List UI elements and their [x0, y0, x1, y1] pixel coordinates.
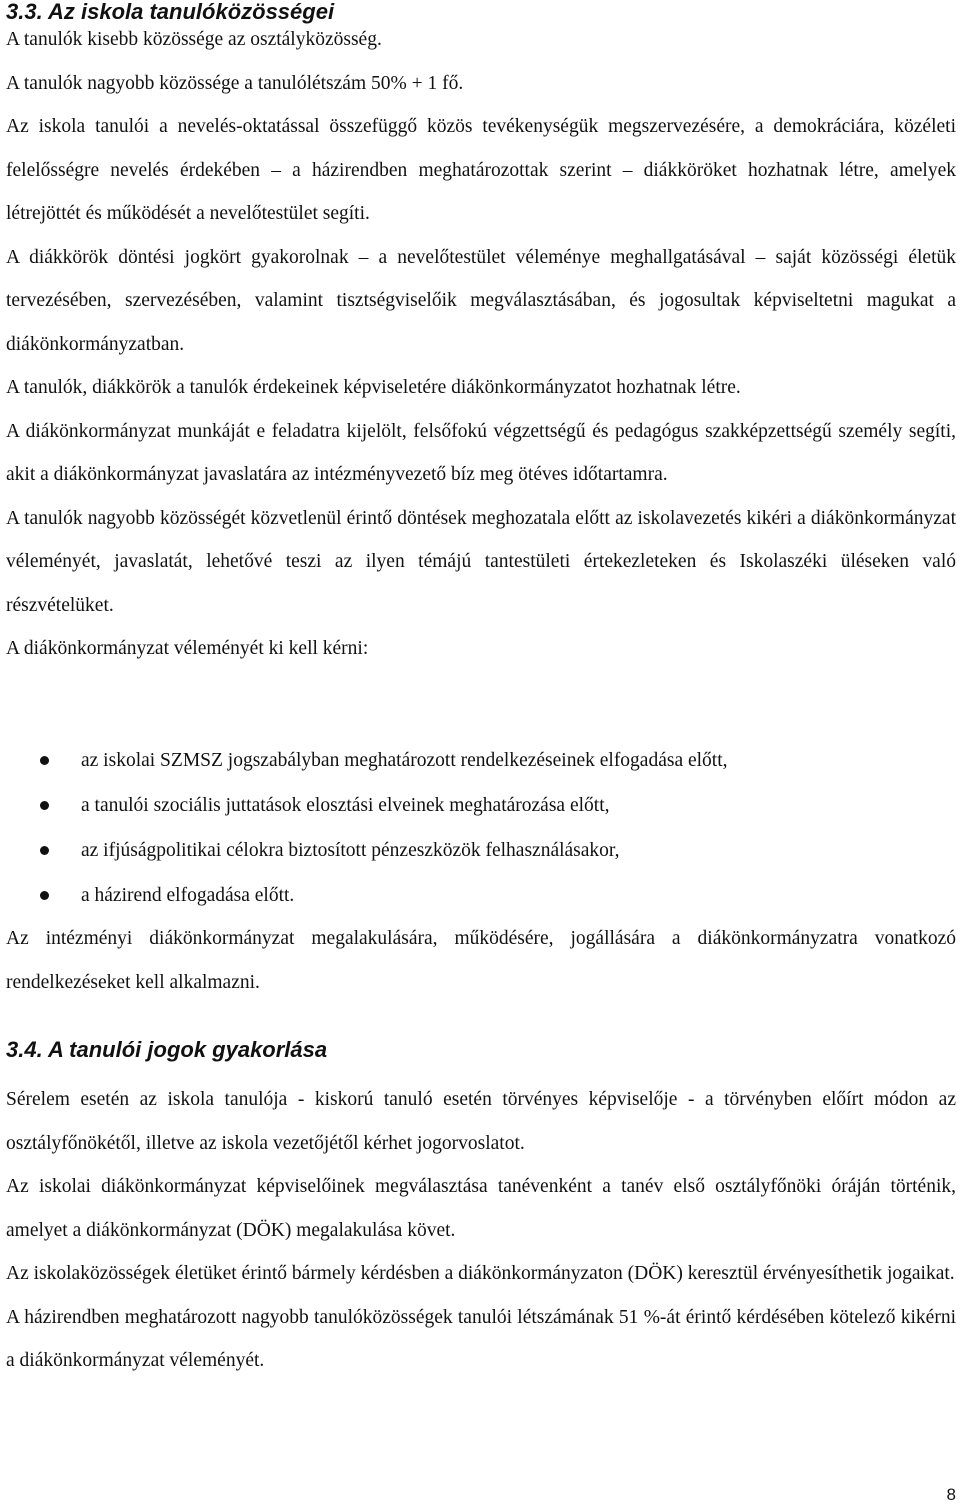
section-heading-3-4: 3.4. A tanulói jogok gyakorlása: [6, 1037, 328, 1062]
section-heading-3-3: 3.3. Az iskola tanulóközösségei: [6, 0, 335, 24]
list-item: [6, 828, 956, 873]
paragraph: A tanulók kisebb közössége az osztályközösség.: [6, 29, 382, 50]
paragraph: A diákönkormányzat véleményét ki kell kérni:: [6, 638, 369, 659]
page-number: 8: [946, 1485, 956, 1504]
paragraph: Az intézményi diákönkormányzat megalakulására, működésére, jogállására a diákönkormányzatra vonatkozó rendelkezéseket kell alkalmazni.: [6, 928, 956, 993]
list-item-text: a tanulói szociális juttatások elosztási elveinek meghatározása előtt,: [81, 795, 610, 816]
list-item: [6, 873, 956, 918]
paragraph: Az iskola tanulói a nevelés-oktatással összefüggő közös tevékenységük megszervezésére, a demokráciára, közéleti felelősségre nevelés érdekében – a házirendben meghatározottak szerint – diákköröket hozhatnak létre, amelyek létrejöttét és működését a nevelőtestület segíti.: [6, 116, 956, 224]
paragraph: A diákkörök döntési jogkört gyakorolnak – a nevelőtestület véleménye meghallgatásával – saját közösségi életük tervezésében, szervezésében, valamint tisztségviselőik megválasztásában, és jogosultak képviseltetni magukat a diákönkormányzatban.: [6, 246, 956, 355]
section-3-3-closing: [6, 917, 956, 1004]
paragraph: A tanulók nagyobb közössége a tanulólétszám 50% + 1 fő.: [6, 72, 464, 94]
list-item: [6, 783, 956, 828]
section-3-4-body: [6, 1078, 956, 1383]
paragraph: Sérelem esetén az iskola tanulója - kiskorú tanuló esetén törvényes képviselője - a törvényben előírt módon az osztályfőnökétől, illetve az iskola vezetőjétől kérhet jogorvoslatot.: [6, 1089, 956, 1154]
paragraph: A diákönkormányzat munkáját e feladatra kijelölt, felsőfokú végzettségű és pedagógus szakképzettségű személy segíti, akit a diákönkormányzat javaslatára az intézményvezető bíz meg ötéves időtartamra.: [6, 420, 956, 485]
bullet-list: [6, 738, 956, 918]
bullet-icon: [40, 891, 49, 900]
bullet-icon: [40, 846, 49, 855]
bullet-icon: [40, 801, 49, 810]
paragraph: A házirendben meghatározott nagyobb tanulóközösségek tanulói létszámának 51 %-át érintő kérdésében kötelező kikérni a diákönkormányzat véleményét.: [6, 1306, 956, 1371]
list-item: [6, 738, 956, 783]
section-3-3-intro: [6, 18, 956, 671]
list-item-text: a házirend elfogadása előtt.: [81, 885, 295, 906]
paragraph: Az iskolaközösségek életüket érintő bármely kérdésben a diákönkormányzaton (DÖK) keresztül érvényesíthetik jogaikat.: [6, 1263, 955, 1284]
bullet-icon: [40, 756, 49, 765]
list-item-text: az iskolai SZMSZ jogszabályban meghatározott rendelkezéseinek elfogadása előtt,: [81, 750, 728, 771]
paragraph: A tanulók nagyobb közösségét közvetlenül érintő döntések meghozatala előtt az iskolavezetés kikéri a diákönkormányzat véleményét, javaslatát, lehetővé teszi az ilyen témájú tantestületi értekezleteken és Iskolaszéki üléseken való részvételüket.: [6, 507, 956, 616]
paragraph: Az iskolai diákönkormányzat képviselőinek megválasztása tanévenként a tanév első osztályfőnöki óráján történik, amelyet a diákönkormányzat (DÖK) megalakulása követ.: [6, 1176, 956, 1241]
paragraph: A tanulók, diákkörök a tanulók érdekeinek képviseletére diákönkormányzatot hozhatnak létre.: [6, 377, 741, 398]
list-item-text: az ifjúságpolitikai célokra biztosított pénzeszközök felhasználásakor,: [81, 840, 620, 861]
